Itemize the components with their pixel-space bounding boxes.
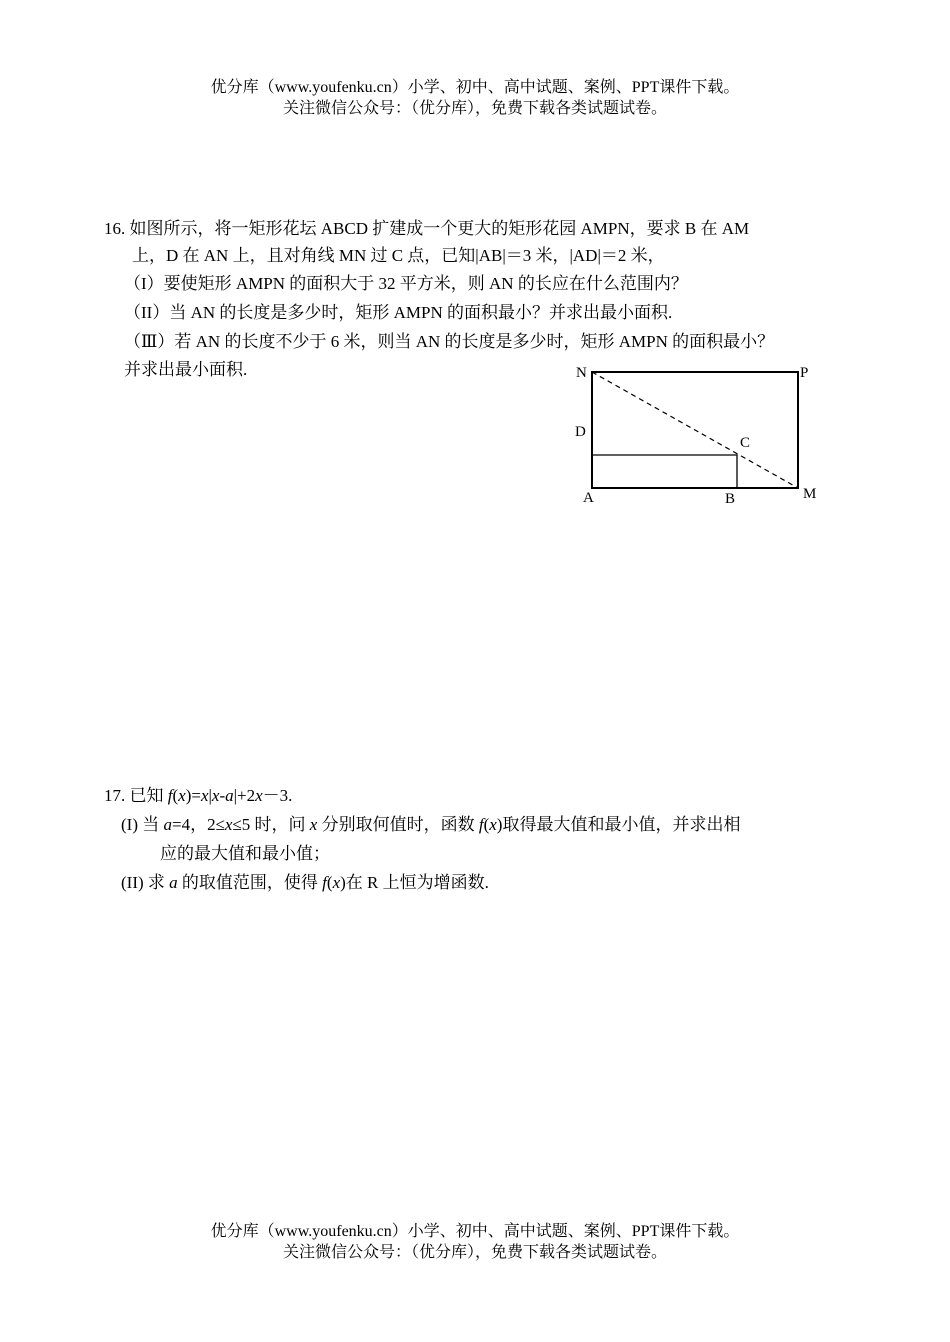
footer-line-2: 关注微信公众号：（优分库），免费下载各类试题试卷。 — [282, 1244, 667, 1261]
q17-p2-text: (II) 求 — [121, 873, 170, 892]
q17-minus: - — [219, 786, 226, 805]
q17-p2-text: ( — [326, 873, 333, 892]
label-P: P — [800, 365, 809, 381]
label-B: B — [725, 491, 736, 507]
rectangle-ABCD — [592, 455, 737, 488]
q16-part-3: （Ⅲ）若 AN 的长度不少于 6 米，则当 AN 的长度是多少时，矩形 AMPN 的面积最小？ — [124, 332, 775, 351]
q16-part-2: （II）当 AN 的长度是多少时，矩形 AMPN 的面积最小？并求出最小面积. — [124, 303, 673, 322]
q16-line-1: 16. 如图所示，将一矩形花坛 ABCD 扩建成一个更大的矩形花园 AMPN，要求 B 在 AM — [104, 219, 750, 238]
q16-part-3-continued: 并求出最小面积. — [124, 360, 248, 379]
label-C: C — [740, 435, 751, 451]
q17-p1-text: (I) 当 — [121, 815, 164, 834]
q17-x: x — [211, 786, 220, 805]
q17-end: －3. — [262, 786, 293, 805]
q17-p2-a: a — [169, 873, 178, 892]
q17-p2-f: f — [322, 873, 327, 892]
q17-x: x — [178, 786, 186, 805]
label-A: A — [583, 490, 594, 506]
q17-x: x — [200, 786, 209, 805]
q17-p2-x: x — [332, 873, 341, 892]
q17-p1-f: f — [478, 815, 484, 834]
q17-part-2 — [121, 872, 489, 894]
q17-f: f — [167, 786, 173, 805]
q17-p1-text: ≤5 时，问 — [232, 815, 310, 834]
q17-p1-text: )取得最大值和最小值，并求出相 — [496, 815, 741, 834]
q17-p1-text: ( — [483, 815, 490, 834]
q16-part-1: （I）要使矩形 AMPN 的面积大于 32 平方米，则 AN 的长应在什么范围内？ — [124, 274, 688, 293]
q17-eq: )= — [185, 786, 201, 805]
q17-p1-x: x — [489, 815, 497, 834]
rectangle-figure — [570, 360, 830, 510]
q17-p1-x: x — [309, 815, 318, 834]
header-line-2: 关注微信公众号：（优分库），免费下载各类试题试卷。 — [282, 100, 667, 117]
q17-p1-x: x — [224, 815, 233, 834]
q17-part-1 — [121, 814, 740, 836]
q17-intro-prefix: 17. 已知 — [104, 786, 168, 805]
label-N: N — [576, 365, 587, 381]
footer-line-1: 优分库（www.youfenku.cn）小学、初中、高中试题、案例、PPT课件下载。 — [210, 1223, 740, 1240]
q17-intro — [104, 785, 292, 807]
q17-p1-text: 分别取何值时，函数 — [317, 815, 479, 834]
q17-tail: |+2 — [233, 786, 256, 805]
q17-bar: | — [208, 786, 212, 805]
header-line-1: 优分库（www.youfenku.cn）小学、初中、高中试题、案例、PPT课件下载。 — [210, 79, 740, 96]
q17-x: x — [255, 786, 263, 805]
diagonal-MN — [592, 372, 798, 488]
q17-p2-text: 的取值范围，使得 — [177, 873, 323, 892]
q17-p1-a: a — [163, 815, 172, 834]
label-D: D — [575, 424, 586, 440]
q17-part-1-continued: 应的最大值和最小值； — [160, 844, 330, 863]
q17-a: a — [225, 786, 234, 805]
label-M: M — [803, 486, 817, 502]
q16-line-2: 上，D 在 AN 上，且对角线 MN 过 C 点，已知|AB|＝3 米，|AD|＝2 米， — [132, 246, 665, 265]
q17-paren: ( — [172, 786, 179, 805]
q17-p2-text: )在 R 上恒为增函数. — [340, 873, 489, 892]
q17-p1-text: =4，2≤ — [171, 815, 225, 834]
